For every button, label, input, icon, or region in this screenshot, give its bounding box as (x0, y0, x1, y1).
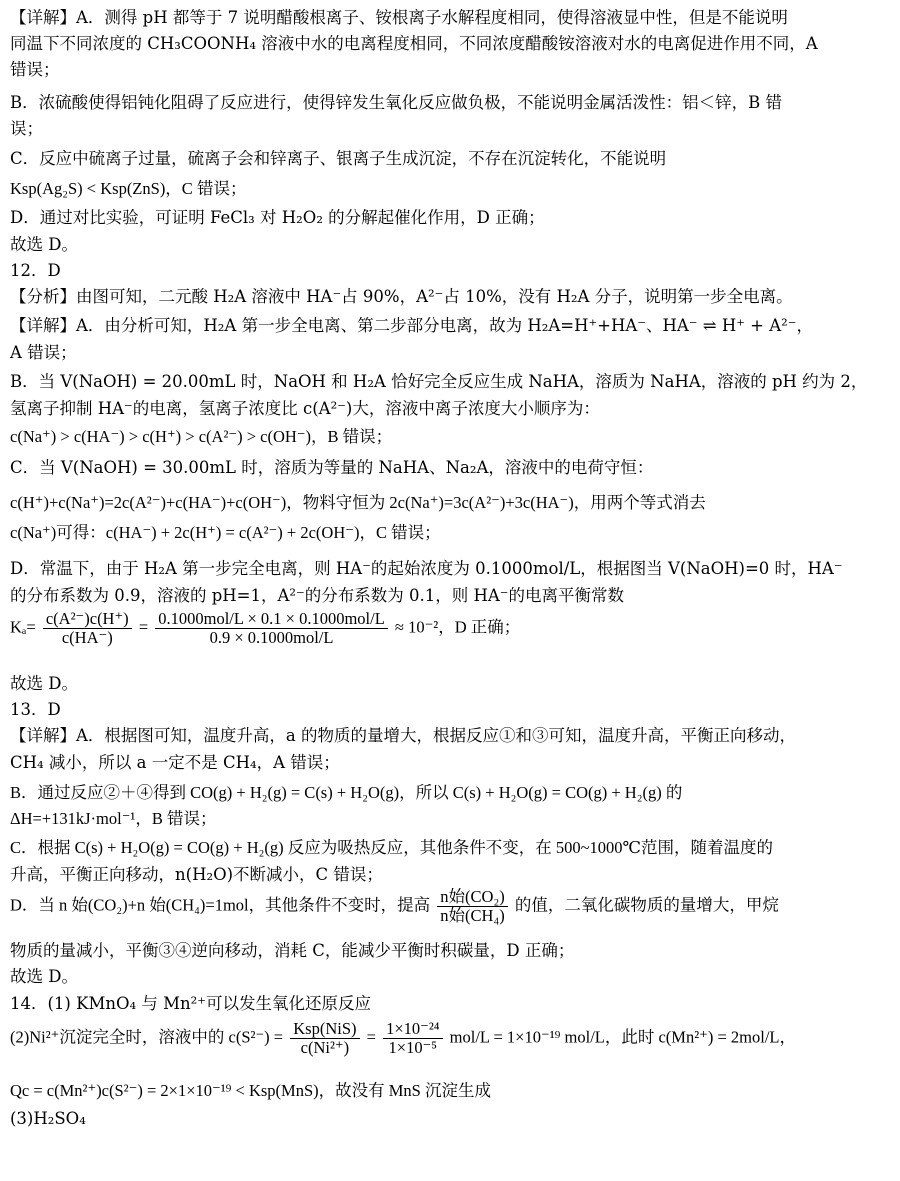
equation-line: C．根据 C(s) + H₂O(g) = CO(g) + H₂(g) 反应为吸热反应，其他条件不变，在 500~1000℃范围，随着温度的 (10, 838, 773, 857)
text-line: B．当 V(NaOH) = 20.00mL 时，NaOH 和 H₂A 恰好完全反应生成 NaHA，溶质为 NaHA，溶液的 pH 约为 2， (10, 372, 868, 391)
text-line: C．当 V(NaOH) = 30.00mL 时，溶质为等量的 NaHA、Na₂A，溶液中的电荷守恒： (10, 458, 654, 477)
value-fraction (383, 1020, 442, 1057)
question-number: 12．D (10, 261, 61, 280)
text-line: 【详解】A．由分析可知，H₂A 第一步全电离、第二步部分电离，故为 H₂A=H⁺+HA⁻、HA⁻ ⇌ H⁺ + A²⁻， (10, 316, 813, 335)
text-line: D．常温下，由于 H₂A 第一步完全电离，则 HA⁻的起始浓度为 0.1000mol/L，根据图当 V(NaOH)=0 时，HA⁻ (10, 559, 843, 578)
text-line: A 错误； (10, 343, 77, 362)
ksp-equation: (2)Ni²⁺沉淀完全时，溶液中的 c(S²⁻) = $\frac{\text{Ksp(NiS)}}{\text{c(Ni²⁺)}}$ = $\frac{\text{1×10⁻²⁴}}{\text{1×10⁻⁵}}$ mol/L = 1×10⁻¹⁹ mol/L，此时 c(Mn²⁺) = 2mol/L， (10, 1020, 797, 1057)
equation-line: ΔH=+131kJ·mol⁻¹，B 错误； (10, 809, 217, 828)
mole-ratio-fraction (437, 888, 507, 925)
equation-line: Qc = c(Mn²⁺)c(S²⁻) = 2×1×10⁻¹⁹ < Ksp(MnS)，故没有 MnS 沉淀生成 (10, 1081, 491, 1100)
fraction-numerator: n始(CO₂) (437, 888, 507, 907)
text-line: (3)H₂SO₄ (10, 1109, 86, 1128)
equation-line: c(Na⁺) > c(HA⁻) > c(H⁺) > c(A²⁻) > c(OH⁻)，B 错误； (10, 427, 393, 446)
fraction-numerator: 0.1000mol/L × 0.1 × 0.1000mol/L (155, 610, 388, 629)
ka-label: Kₐ= (10, 617, 36, 637)
text-line: Ksp(Ag₂S) < Ksp(ZnS)，C 错误； (10, 179, 247, 198)
text-line: CH₄ 减小，所以 a 一定不是 CH₄，A 错误； (10, 753, 340, 772)
equation-line: c(Na⁺)可得：c(HA⁻) + 2c(H⁺) = c(A²⁻) + 2c(OH⁻)，C 错误； (10, 523, 441, 542)
fraction-denominator: c(Ni²⁺) (300, 1038, 350, 1057)
text-line: 误； (10, 119, 43, 138)
text-line-with-fraction: D．当 n 始(CO₂)+n 始(CH₄)=1mol，其他条件不变时，提高 $\frac{\text{n始(CO₂)}}{\text{n始(CH₄)}}$ 的值，二氧化碳物质的量增大，甲烷 (10, 888, 779, 925)
question-number: 14．(1) KMnO₄ 与 Mn²⁺可以发生氧化还原反应 (10, 994, 371, 1013)
equation-line: c(H⁺)+c(Na⁺)=2c(A²⁻)+c(HA⁻)+c(OH⁻)，物料守恒为 2c(Na⁺)=3c(A²⁻)+3c(HA⁻)，用两个等式消去 (10, 493, 706, 512)
ka-result: ≈ 10⁻²，D 正确； (394, 617, 521, 637)
text-line: B．浓硫酸使得铝钝化阻碍了反应进行，使得锌发生氧化反应做负极，不能说明金属活泼性：铝＜锌，B 错 (10, 93, 782, 112)
text-line: 故选 D。 (10, 967, 78, 986)
fraction-numerator: c(A²⁻)c(H⁺) (43, 610, 132, 629)
ka-fraction-symbolic (43, 610, 132, 647)
fraction-denominator: 1×10⁻⁵ (388, 1038, 438, 1057)
question-number: 13．D (10, 700, 61, 719)
ka-fraction-numeric (155, 610, 388, 647)
text-line: 升高，平衡正向移动，n(H₂O)不断减小，C 错误； (10, 865, 383, 884)
text-line: C．反应中硫离子过量，硫离子会和锌离子、银离子生成沉淀，不存在沉淀转化，不能说明 (10, 149, 667, 168)
fraction-denominator: c(HA⁻) (61, 628, 113, 647)
text-line: 物质的量减小，平衡③④逆向移动，消耗 C，能减少平衡时积碳量，D 正确； (10, 941, 575, 960)
text-line: 【详解】A．测得 pH 都等于 7 说明醋酸根离子、铵根离子水解程度相同，使得溶液显中性，但是不能说明 (10, 8, 788, 27)
ksp-fraction (290, 1020, 359, 1057)
text-line: 故选 D。 (10, 235, 78, 254)
fraction-numerator: 1×10⁻²⁴ (383, 1020, 442, 1039)
text-line: 故选 D。 (10, 674, 78, 693)
text-line: 错误； (10, 60, 60, 79)
fraction-numerator: Ksp(NiS) (290, 1020, 359, 1039)
equation-line: B．通过反应②＋④得到 CO(g) + H₂(g) = C(s) + H₂O(g)，所以 C(s) + H₂O(g) = CO(g) + H₂(g) 的 (10, 783, 683, 802)
text-line: 氢离子抑制 HA⁻的电离，氢离子浓度比 c(A²⁻)大，溶液中离子浓度大小顺序为： (10, 399, 600, 418)
text-line: D．通过对比实验，可证明 FeCl₃ 对 H₂O₂ 的分解起催化作用，D 正确； (10, 208, 545, 227)
text-line: 【详解】A．根据图可知，温度升高，a 的物质的量增大，根据反应①和③可知，温度升高，平衡正向移动， (10, 726, 796, 745)
ka-equation: Kₐ= $\frac{\text{c(A²⁻)c(H⁺)}}{c(HA^-)}$ = $\frac{\text{0.1000mol/L × 0.1 × 0.1000mol/L}}{\text{0.9 × 0.1000mol/L}}$ ≈ 10⁻²，D 正确； (10, 610, 521, 647)
text-line: 同温下不同浓度的 CH₃COONH₄ 溶液中水的电离程度相同，不同浓度醋酸铵溶液对水的电离促进作用不同，A (10, 34, 818, 53)
text-line: 【分析】由图可知，二元酸 H₂A 溶液中 HA⁻占 90%，A²⁻占 10%，没有 H₂A 分子，说明第一步全电离。 (10, 287, 793, 306)
fraction-denominator: 0.9 × 0.1000mol/L (209, 628, 334, 647)
text-line: 的分布系数为 0.9，溶液的 pH=1，A²⁻的分布系数为 0.1，则 HA⁻的电离平衡常数 (10, 586, 624, 605)
fraction-denominator: n始(CH₄) (440, 906, 505, 925)
